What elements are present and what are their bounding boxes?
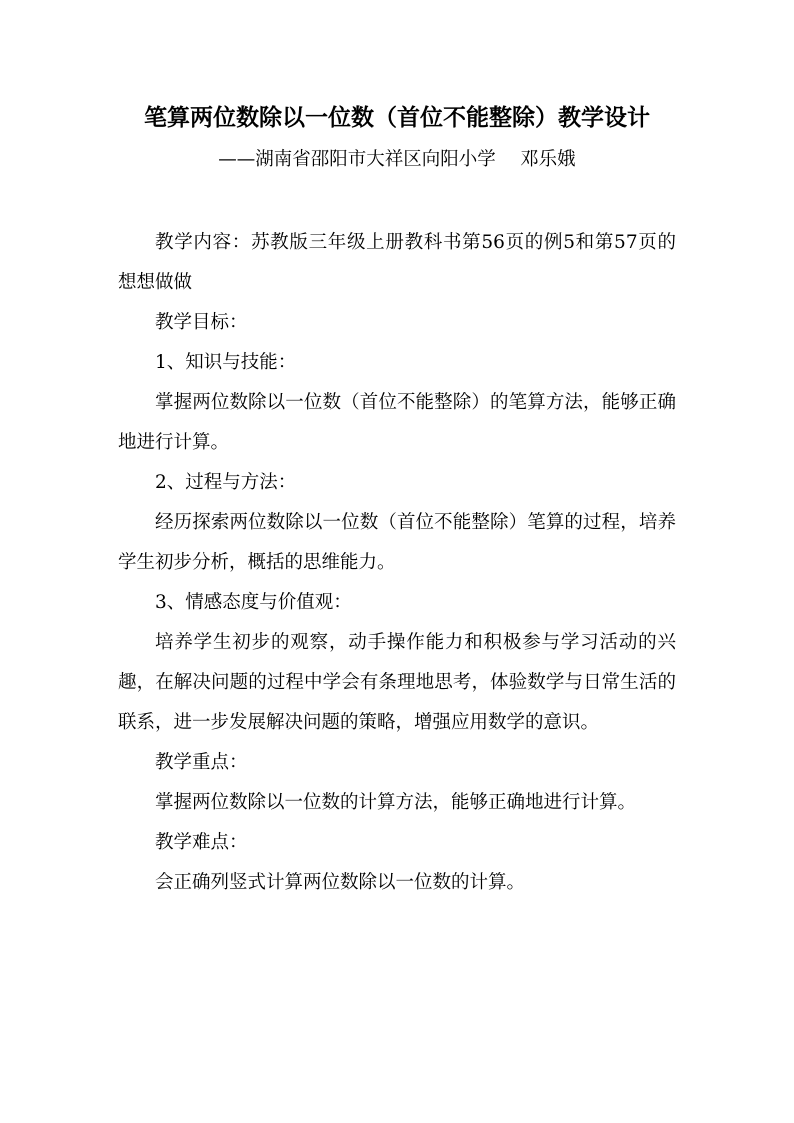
paragraph-difficulties: 会正确列竖式计算两位数除以一位数的计算。	[155, 872, 526, 893]
document-body	[118, 223, 676, 903]
paragraph-process-method-heading: 2、过程与方法：	[155, 472, 297, 493]
paragraph-key-points-heading: 教学重点：	[155, 752, 248, 773]
paragraph-knowledge-skills-heading: 1、知识与技能：	[155, 352, 297, 373]
document-subtitle: ——湖南省邵阳市大祥区向阳小学 邓乐娥	[218, 149, 576, 170]
paragraph-process-method: 经历探索两位数除以一位数（首位不能整除）笔算的过程，培养学生初步分析，概括的思维能力。	[118, 512, 676, 573]
paragraph-emotion-values-heading: 3、情感态度与价值观：	[155, 592, 352, 613]
paragraph-teaching-content: 教学内容：苏教版三年级上册教科书第56页的例5和第57页的想想做做	[118, 232, 676, 293]
paragraph-key-points: 掌握两位数除以一位数的计算方法，能够正确地进行计算。	[155, 792, 637, 813]
paragraph-teaching-goals-heading: 教学目标：	[155, 312, 248, 333]
paragraph-knowledge-skills: 掌握两位数除以一位数（首位不能整除）的笔算方法，能够正确地进行计算。	[118, 392, 676, 453]
paragraph-emotion-values: 培养学生初步的观察，动手操作能力和积极参与学习活动的兴趣，在解决问题的过程中学会有条理地思考，体验数学与日常生活的联系，进一步发展解决问题的策略，增强应用数学的意识。	[118, 632, 676, 733]
paragraph-difficulties-heading: 教学难点：	[155, 832, 248, 853]
document-title: 笔算两位数除以一位数（首位不能整除）教学设计	[144, 105, 650, 131]
